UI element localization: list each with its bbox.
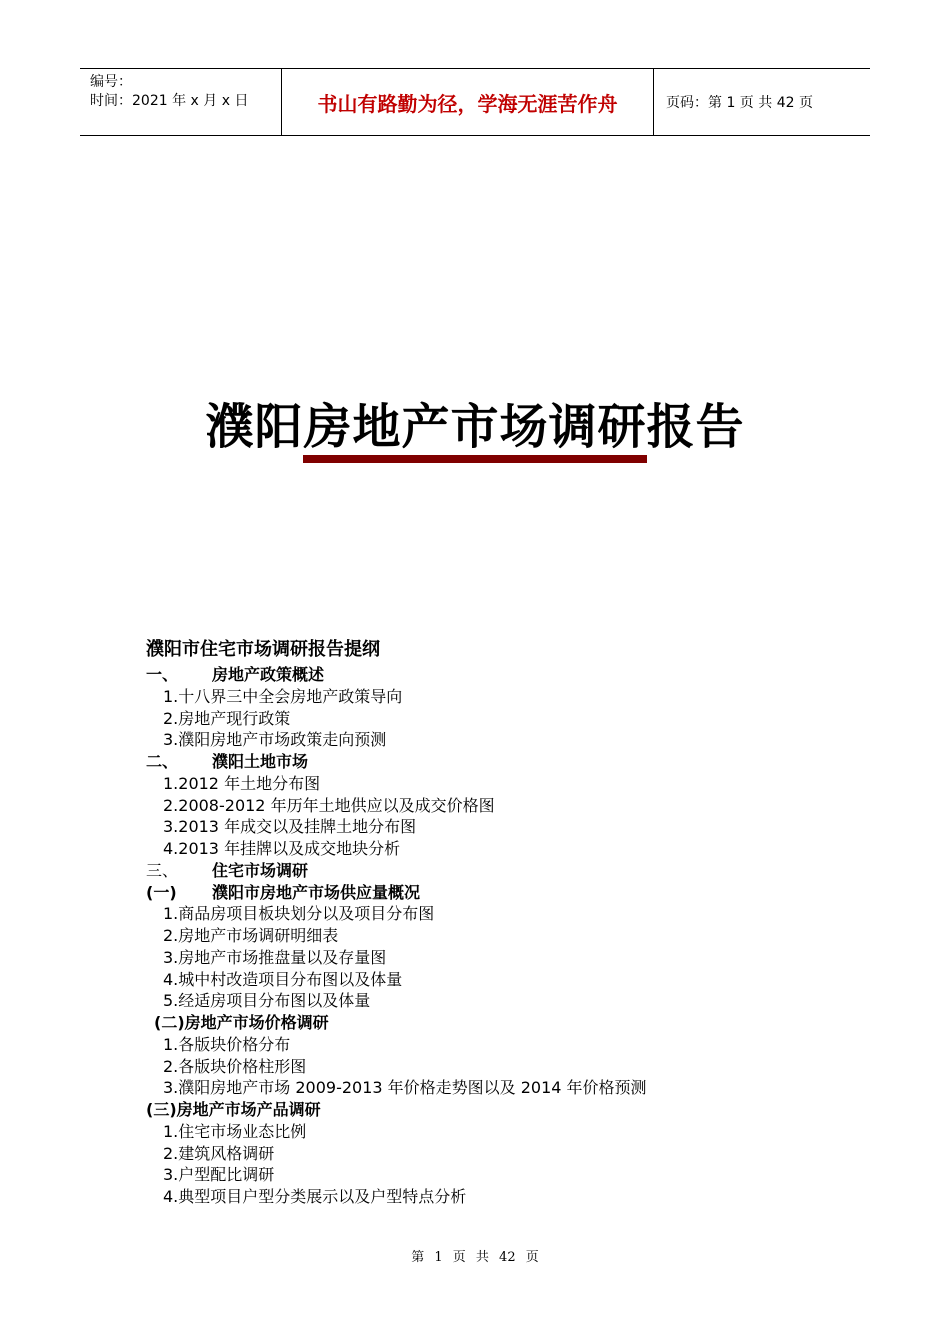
section-heading — [146, 664, 846, 686]
section-text: 濮阳土地市场 — [212, 752, 309, 771]
outline-item: 5.经适房项目分布图以及体量 — [163, 991, 371, 1011]
outline-item: 3.2013 年成交以及挂牌土地分布图 — [163, 817, 417, 837]
outline-item: 4.典型项目户型分类展示以及户型特点分析 — [163, 1187, 467, 1206]
section-text: 住宅市场调研 — [212, 860, 309, 880]
outline — [146, 638, 846, 1208]
number-label: 编号： — [90, 74, 132, 90]
outline-item: 4.2013 年挂牌以及成交地块分析 — [163, 839, 401, 858]
section-number: 二、 — [146, 752, 179, 771]
page-footer: 第 1 页 共 42 页 — [411, 1250, 539, 1265]
section-heading — [146, 751, 846, 773]
subsection-number: (一) — [146, 882, 177, 902]
page-info: 页码：第 1 页 共 42 页 — [666, 95, 813, 111]
outline-item: 2.建筑风格调研 — [163, 1143, 275, 1163]
subsection-heading: (二)房地产市场价格调研 — [154, 1013, 329, 1032]
header-meta — [80, 69, 282, 135]
header-page-info — [654, 69, 870, 135]
outline-title: 濮阳市住宅市场调研报告提纲 — [146, 639, 380, 660]
outline-item: 1.商品房项目板块划分以及项目分布图 — [163, 904, 435, 924]
subsection-heading: (三)房地产市场产品调研 — [146, 1100, 321, 1119]
subsection-text: 濮阳市房地产市场供应量概况 — [212, 882, 421, 902]
outline-item: 2.2008-2012 年历年土地供应以及成交价格图 — [163, 795, 495, 815]
section-heading — [146, 860, 846, 882]
outline-item: 1.十八界三中全会房地产政策导向 — [163, 686, 403, 706]
outline-item: 2.房地产市场调研明细表 — [163, 926, 339, 945]
page-header — [80, 68, 870, 136]
outline-item: 1.2012 年土地分布图 — [163, 773, 321, 793]
outline-item: 3.房地产市场推盘量以及存量图 — [163, 947, 387, 967]
outline-item: 1.各版块价格分布 — [163, 1034, 291, 1054]
header-motto: 书山有路勤为径，学海无涯苦作舟 — [317, 91, 618, 116]
section-number: 一、 — [146, 665, 179, 684]
time-label: 时间：2021 年 x 月 x 日 — [90, 93, 249, 109]
outline-item: 1.住宅市场业态比例 — [163, 1121, 307, 1141]
document-title: 濮阳房地产市场调研报告 — [205, 399, 745, 455]
outline-item: 4.城中村改造项目分布图以及体量 — [163, 969, 403, 989]
outline-item: 2.房地产现行政策 — [163, 708, 291, 728]
header-motto-cell — [282, 69, 654, 135]
outline-item: 3.濮阳房地产市场政策走向预测 — [163, 730, 387, 750]
title-underline — [303, 455, 647, 463]
section-number: 三、 — [146, 860, 179, 880]
subsection-heading — [146, 882, 846, 904]
outline-item: 3.濮阳房地产市场 2009-2013 年价格走势图以及 2014 年价格预测 — [163, 1078, 647, 1098]
section-text: 房地产政策概述 — [212, 665, 325, 684]
outline-item: 3.户型配比调研 — [163, 1165, 275, 1185]
outline-item: 2.各版块价格柱形图 — [163, 1056, 307, 1076]
